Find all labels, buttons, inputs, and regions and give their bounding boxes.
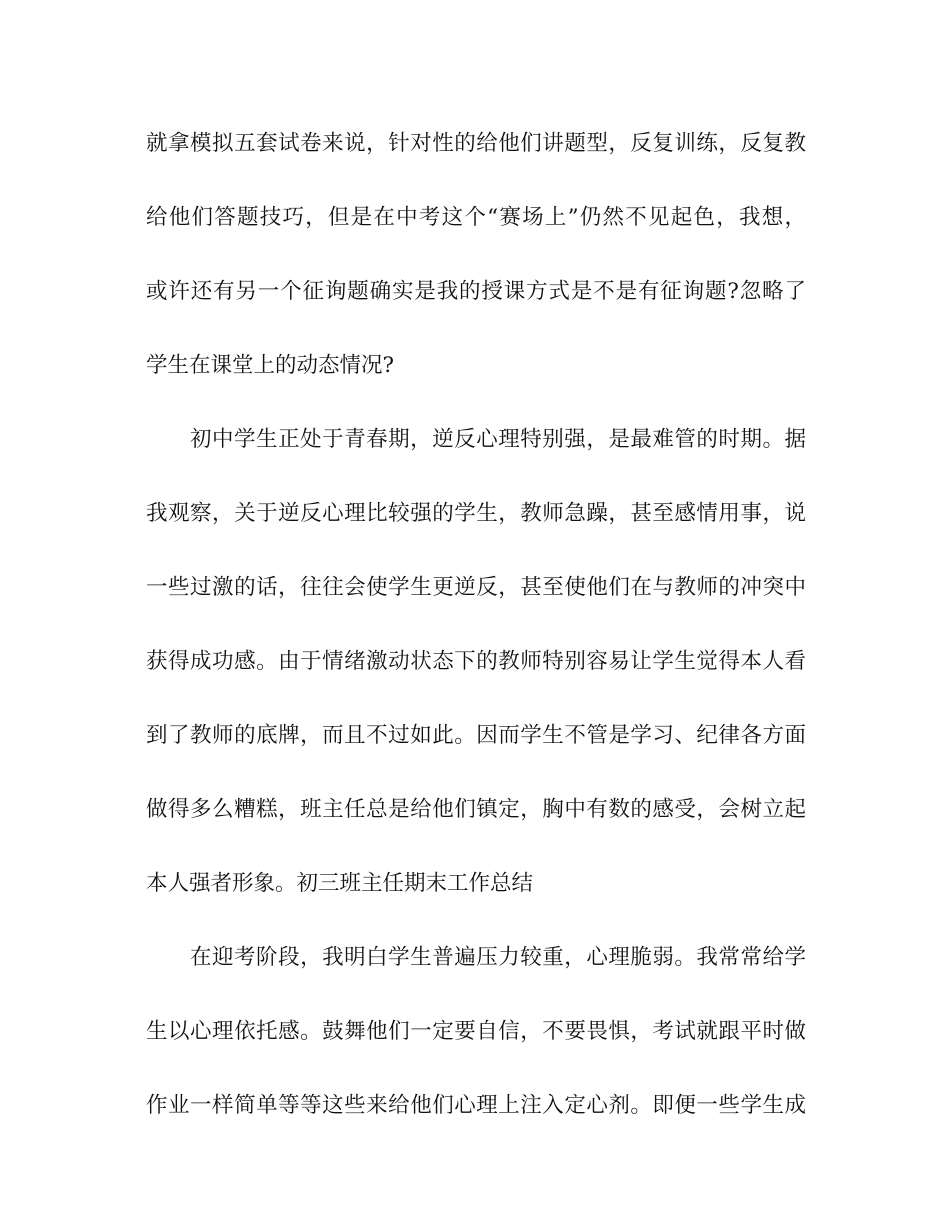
text-line: 给他们答题技巧，但是在中考这个“赛场上”仍然不见起色，我想， bbox=[146, 205, 806, 230]
text-line: 到了教师的底牌，而且不过如此。因而学生不管是学习、纪律各方面 bbox=[146, 723, 806, 748]
text-line: 就拿模拟五套试卷来说，针对性的给他们讲题型，反复训练，反复教 bbox=[146, 131, 806, 156]
text-line: 在迎考阶段，我明白学生普遍压力较重，心理脆弱。我常常给学 bbox=[190, 945, 806, 970]
text-line: 做得多么糟糕，班主任总是给他们镇定，胸中有数的感受，会树立起 bbox=[146, 797, 806, 822]
text-line: 本人强者形象。初三班主任期末工作总结 bbox=[146, 871, 534, 896]
text-line: 一些过激的话，往往会使学生更逆反，甚至使他们在与教师的冲突中 bbox=[146, 575, 806, 600]
text-line: 或许还有另一个征询题确实是我的授课方式是不是有征询题?忽略了 bbox=[146, 279, 806, 304]
text-line: 学生在课堂上的动态情况? bbox=[146, 353, 395, 378]
text-line: 获得成功感。由于情绪激动状态下的教师特别容易让学生觉得本人看 bbox=[146, 649, 806, 674]
text-line: 生以心理依托感。鼓舞他们一定要自信，不要畏惧，考试就跟平时做 bbox=[146, 1019, 806, 1044]
text-line: 我观察，关于逆反心理比较强的学生，教师急躁，甚至感情用事，说 bbox=[146, 501, 806, 526]
text-line: 初中学生正处于青春期，逆反心理特别强，是最难管的时期。据 bbox=[190, 427, 806, 452]
text-line: 作业一样简单等等这些来给他们心理上注入定心剂。即便一些学生成 bbox=[146, 1093, 806, 1118]
